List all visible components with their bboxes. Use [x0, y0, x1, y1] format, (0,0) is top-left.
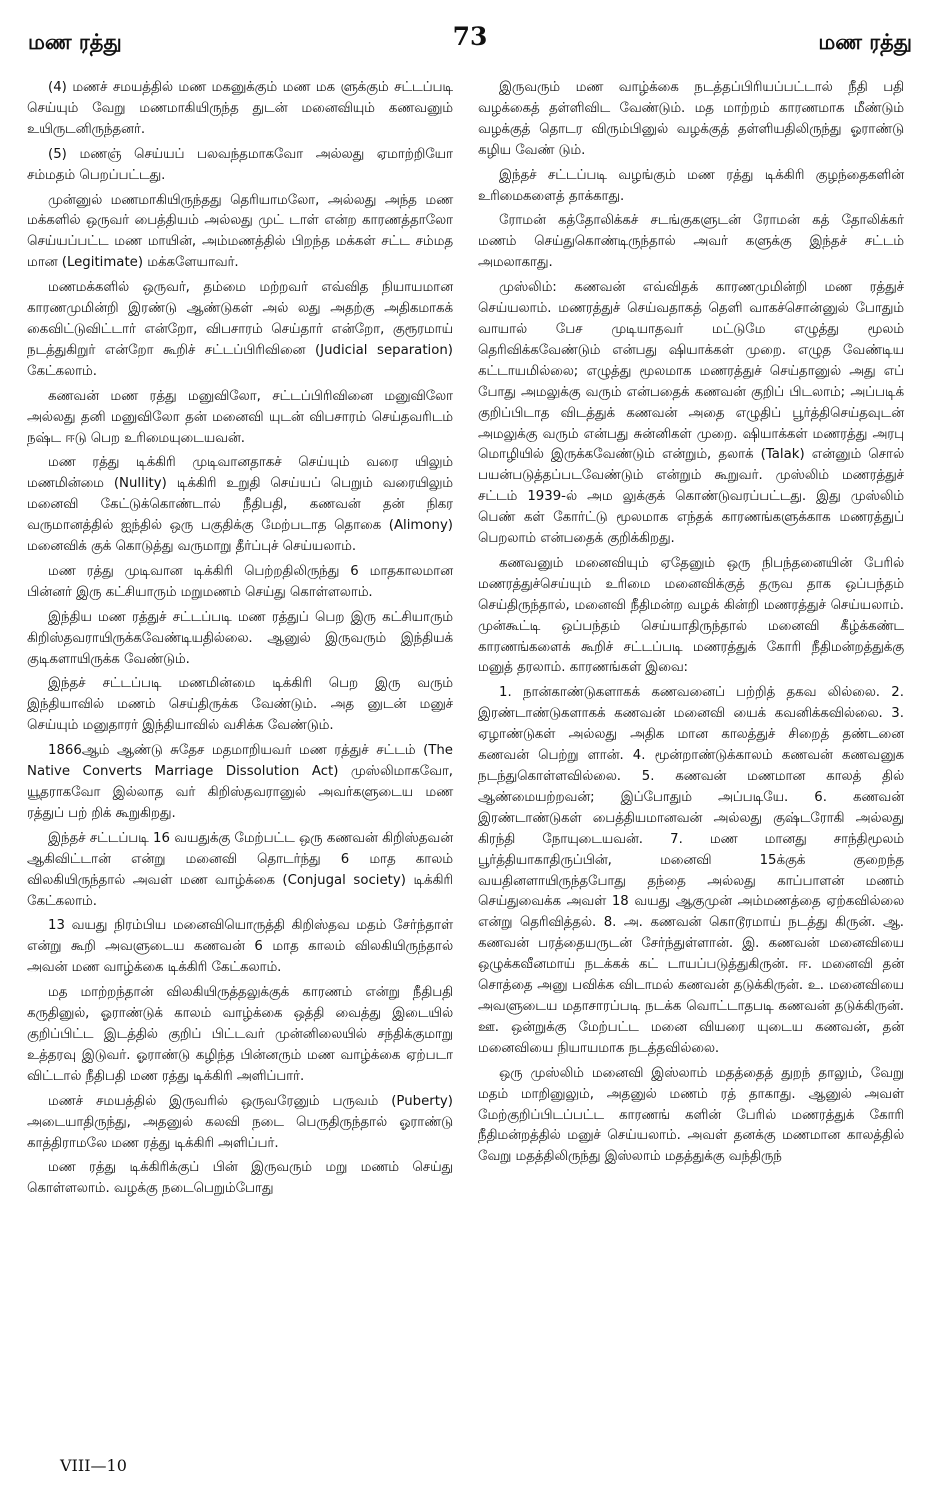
paragraph: ஒரு முஸ்லிம் மனைவி இஸ்லாம் மதத்தைத் துறந் தாலும், வேறு மதம் மாறினுலும், அதனுல் மணம் ரத் தாகாது. ஆனுல் அவள் மேற்குறிப்பிடப்பட்ட காரணங் களின் பேரில் மணரத்துக் கோரி நீதிமன்றத்தில் மனுச் செய்யலாம். அவள் தனக்கு மணமான காலத்தில் வேறு மதத்திலிருந்து இஸ்லாம் மதத்துக்கு வந்திருந்: [478, 1065, 904, 1165]
paragraph: மத மாற்றந்தான் விலகியிருத்தலுக்குக் காரணம் என்று நீதிபதி கருதினுல், ஓராண்டுக் காலம் வாழ்க்கை ஒத்தி வைத்து இடையில் குறிப்பிட்ட இடத்தில் குறிப் பிட்டவர் முன்னிலையில் சந்திக்குமாறு உத்தரவு இடுவர். ஓராண்டு கழிந்த பின்னரும் மண வாழ்க்கை ஏற்படா விட்டால் நீதிபதி மண ரத்து டிக்கிரி அளிப்பார்.: [27, 985, 453, 1084]
paragraph: மண ரத்து டிக்கிரிக்குப் பின் இருவரும் மறு மணம் செய்து கொள்ளலாம். வழக்கு நடைபெறும்போது: [27, 1160, 453, 1197]
page-header: [28, 22, 912, 58]
paragraph: இந்திய மண ரத்துச் சட்டப்படி மண ரத்துப் பெற இரு கட்சியாரும் கிறிஸ்தவராயிருக்கவேண்டியதில்லை. ஆனுல் இருவரும் இந்தியக் குடிகளாயிருக்க வேண்டும்.: [27, 609, 453, 667]
paragraph: 1. நான்காண்டுகளாகக் கணவனைப் பற்றித் தகவ லில்லை. 2. இரண்டாண்டுகளாகக் கணவன் மனைவி யைக் கவனிக்கவில்லை. 3. ஏழாண்டுகள் அல்லது அதிக மான காலத்துச் சிறைத் தண்டனை கணவன் பெற்று ளான். 4. மூன்றாண்டுக்காலம் கணவன் கணவனுக நடந்துகொள்ளவில்லை. 5. கணவன் மணமான காலத் தில் ஆண்மையற்றவன்; இப்போதும் அப்படியே. 6. கணவன் இரண்டாண்டுகள் பைத்தியமானவன் அல்லது குஷ்டரோகி அல்லது கிரந்தி நோயுடையவன். 7. மண மானது சாந்திமூலம் பூர்த்தியாகாதிருப்பின், மனைவி 15க்குக் குறைந்த வயதினளாயிருந்தபோது தந்தை அல்லது காப்பாளன் மணம் செய்துவைக்க அவள் 18 வயது ஆகுமுன் அம்மணத்தை ஏற்கவில்லை என்று தெரிவித்தல். 8. அ. கணவன் கொடூரமாய் நடத்து கிருன். ஆ. கணவன் பரத்தையருடன் சேர்ந்துள்ளான். இ. கணவன் மனைவியை ஒழுக்கவீனமாய் நடக்கக் கட் டாயப்படுத்துகிருன். ஈ. மனைவி தன் சொத்தை அனு பவிக்க விடாமல் கணவன் தடுக்கிருன். உ. மனைவியை அவளுடைய மதாசாரப்படி நடக்க வொட்டாதபடி கணவன் தடுக்கிருன். ஊ. ஒன்றுக்கு மேற்பட்ட மனை வியரை யுடைய கணவன், தன் மனைவியை நியாயமாக நடத்தவில்லை.: [478, 685, 904, 1056]
paragraph: 1866ஆம் ஆண்டு சுதேச மதமாறியவர் மண ரத்துச் சட்டம் (The Native Converts Marriage Dissolution Act) முஸ்லிமாகவோ, யூதராகவோ இல்லாத வர் கிறிஸ்தவரானுல் அவர்களுடைய மண ரத்துப் பற் றிக் கூறுகிறது.: [27, 743, 453, 821]
right-column: [478, 78, 904, 1172]
paragraph: ரோமன் கத்தோலிக்கச் சடங்குகளுடன் ரோமன் கத் தோலிக்கர் மணம் செய்துகொண்டிருந்தால் அவர் களுக்கு இந்தச் சட்டம் அமலாகாது.: [478, 213, 904, 271]
page-number: 73: [452, 22, 488, 51]
running-head-left: மண ரத்து: [28, 30, 122, 54]
paragraph: மணமக்களில் ஒருவர், தம்மை மற்றவர் எவ்வித நியாயமான காரணமுமின்றி இரண்டு ஆண்டுகள் அல் லது அதற்கு அதிகமாகக் கைவிட்டுவிட்டார் என்றோ, விபசாரம் செய்தார் என்றோ, குரூரமாய் நடத்துகிறுர் என்றோ கூறிச் சட்டப்பிரிவினை (Judicial separation) கேட்கலாம்.: [27, 280, 453, 379]
paragraph: இந்தச் சட்டப்படி மணமின்மை டிக்கிரி பெற இரு வரும் இந்தியாவில் மணம் செய்திருக்க வேண்டும். அத னுடன் மனுச் செய்யும் மனுதாரர் இந்தியாவில் வசிக்க வேண்டும்.: [27, 676, 453, 734]
paragraph: (4) மணச் சமயத்தில் மண மகனுக்கும் மண மக ளுக்கும் சட்டப்படி செய்யும் வேறு மணமாகியிருந்த துடன் மனைவியும் கணவனும் உயிருடனிருந்தனர்.: [27, 80, 453, 137]
paragraph: கணவனும் மனைவியும் ஏதேனும் ஒரு நிபந்தனையின் பேரில் மணரத்துச்செய்யும் உரிமை மனைவிக்குத் தருவ தாக ஒப்பந்தம் செய்திருந்தால், மனைவி நீதிமன்ற வழக் கின்றி மணரத்துச் செய்யலாம். முன்கூட்டி ஒப்பந்தம் செய்யாதிருந்தால் மனைவி கீழ்க்கண்ட காரணங்களைக் கூறிச் சட்டப்படி மணரத்துக் கோரி நீதிமன்றத்துக்கு மனுத் தரலாம். காரணங்கள் இவை:: [478, 555, 904, 676]
paragraph: 13 வயது நிரம்பிய மனைவியொருத்தி கிறிஸ்தவ மதம் சேர்ந்தாள் என்று கூறி அவளுடைய கணவன் 6 மாத காலம் விலகியிருந்தால் அவன் மண வாழ்க்கை டிக்கிரி கேட்கலாம்.: [27, 918, 453, 976]
paragraph: மணச் சமயத்தில் இருவரில் ஒருவரேனும் பருவம் (Puberty) அடையாதிருந்து, அதனுல் கலவி நடை பெருதிருந்தால் ஓராண்டு காத்திராமலே மண ரத்து டிக்கிரி அளிப்பர்.: [27, 1093, 453, 1151]
running-head-right: மண ரத்து: [818, 30, 912, 54]
paragraph: முன்னுல் மணமாகியிருந்தது தெரியாமலோ, அல்லது அந்த மண மக்களில் ஒருவர் பைத்தியம் அல்லது முட் டாள் என்ற காரணத்தாலோ செய்யப்பட்ட மண மாயின், அம்மணத்தில் பிறந்த மக்கள் சட்ட சம்மத மான (Legitimate) மக்களேயாவர்.: [27, 192, 453, 271]
paragraph: இந்தச் சட்டப்படி வழங்கும் மண ரத்து டிக்கிரி குழந்தைகளின் உரிமைகளைத் தாக்காது.: [478, 167, 904, 204]
paragraph: மண ரத்து முடிவான டிக்கிரி பெற்றதிலிருந்து 6 மாதகாலமான பின்னர் இரு கட்சியாரும் மறுமணம் செய்து கொள்ளலாம்.: [27, 563, 453, 600]
paragraph: (5) மணஞ் செய்யப் பலவந்தமாகவோ அல்லது ஏமாற்றியோ சம்மதம் பெறப்பட்டது.: [27, 146, 453, 183]
paragraph: இருவரும் மண வாழ்க்கை நடத்தப்பிரியப்பட்டால் நீதி பதி வழக்கைத் தள்ளிவிட வேண்டும். மத மாற்றம் காரணமாக மீண்டும் வழக்குத் தொடர விரும்பினுல் வழக்குத் தள்ளியதிலிருந்து ஓராண்டு கழிய வேண் டும்.: [478, 80, 904, 158]
left-column: [27, 78, 453, 1204]
paragraph: முஸ்லிம்: கணவன் எவ்விதக் காரணமுமின்றி மண ரத்துச் செய்யலாம். மணரத்துச் செய்வதாகத் தெளி வாகச்சொன்னுல் போதும் வாயால் பேச முடியாதவர் மட்டுமே எழுத்து மூலம் தெரிவிக்கவேண்டும் என்பது ஷியாக்கள் முறை. எழுத வேண்டிய கட்டாயமில்லை; எழுத்து மூலமாக மணரத்துச் செய்தானுல் அது எப் போது அமலுக்கு வரும் என்பதைக் கணவன் குறிப் பிடலாம்; அப்படிக் குறிப்பிடாத விடத்துக் கணவன் அதை எழுதிப் பூர்த்திசெய்தவுடன் அமலுக்கு வரும் என்பது சுன்னிகள் முறை. ஷியாக்கள் மணரத்து அரபு மொழியில் இருக்கவேண்டும் என்றும், தலாக் (Talak) என்னும் சொல் பயன்படுத்தப்படவேண்டும் என்றும் கூறுவர். முஸ்லிம் மணரத்துச் சட்டம் 1939-ல் அம லுக்குக் கொண்டுவரப்பட்டது. இது முஸ்லிம் பெண் கள் கோர்ட்டு மூலமாக எந்தக் காரணங்களுக்காக மணரத்துப் பெறலாம் என்பதைக் குறிக்கிறது.: [478, 280, 904, 547]
paragraph: மண ரத்து டிக்கிரி முடிவானதாகச் செய்யும் வரை யிலும் மணமின்மை (Nullity) டிக்கிரி உறுதி செய்யப் பெறும் வரையிலும் மனைவி கேட்டுக்கொண்டால் நீதிபதி, கணவன் தன் நிகர வருமானத்தில் ஐந்தில் ஒரு பகுதிக்கு மேற்படாத தொகை (Alimony) மனைவிக் குக் கொடுத்து வருமாறு தீர்ப்புச் செய்யலாம்.: [27, 455, 453, 555]
paragraph: கணவன் மண ரத்து மனுவிலோ, சட்டப்பிரிவினை மனுவிலோ அல்லது தனி மனுவிலோ தன் மனைவி யுடன் விபசாரம் செய்தவரிடம் நஷ்ட ஈடு பெற உரிமையுடையவன்.: [27, 388, 453, 446]
volume-signature: VIII—10: [60, 1456, 127, 1475]
paragraph: இந்தச் சட்டப்படி 16 வயதுக்கு மேற்பட்ட ஒரு கணவன் கிறிஸ்தவன் ஆகிவிட்டான் என்று மனைவி தொடர்ந்து 6 மாத காலம் விலகியிருந்தால் அவள் மண வாழ்க்கை (Conjugal society) டிக்கிரி கேட்கலாம்.: [27, 830, 453, 909]
